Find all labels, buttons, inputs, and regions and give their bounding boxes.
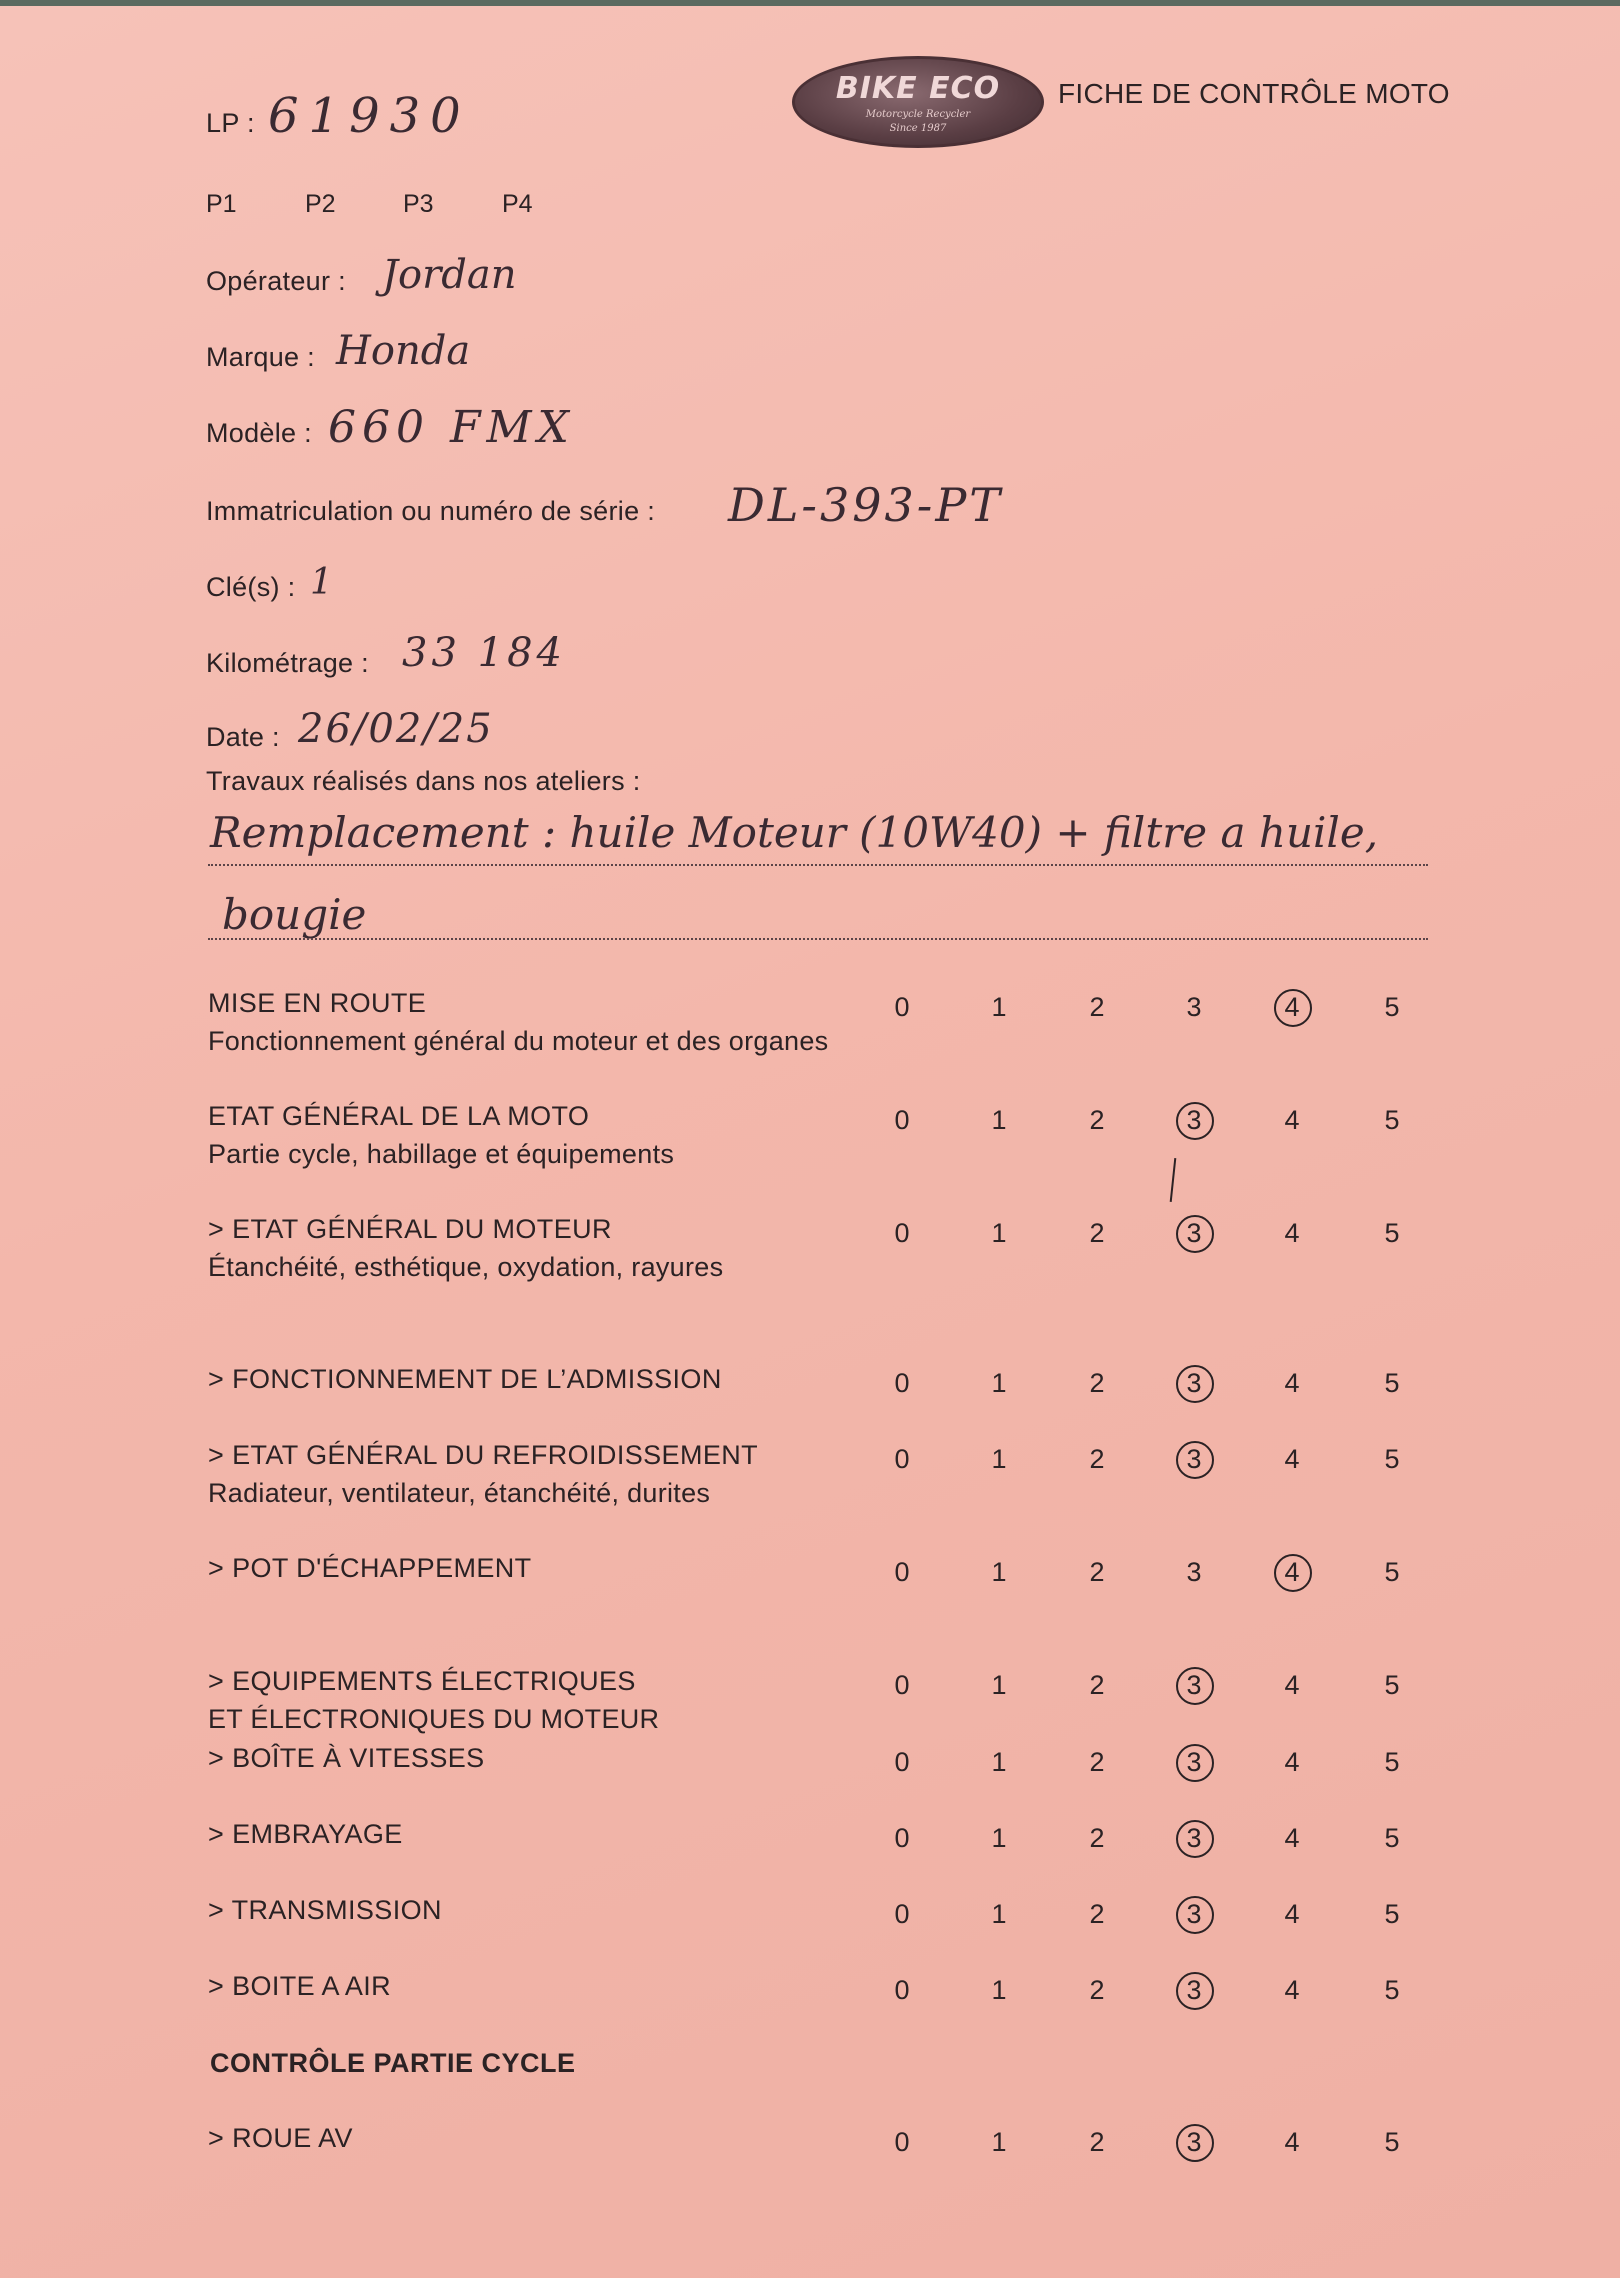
kilometrage-label: Kilométrage : (206, 648, 369, 678)
check-subtitle: Fonctionnement général du moteur et des organes (208, 1026, 829, 1056)
score-option-0[interactable]: 0 (894, 1670, 910, 1700)
score-option-2[interactable]: 2 (1089, 1368, 1105, 1398)
check-title: > TRANSMISSION (208, 1895, 442, 1925)
check-subtitle: Étanchéité, esthétique, oxydation, rayures (208, 1252, 724, 1282)
score-option-2[interactable]: 2 (1089, 1557, 1105, 1587)
score-option-5[interactable]: 5 (1384, 1975, 1400, 2005)
immatriculation-label: Immatriculation ou numéro de série : (206, 496, 655, 526)
position-p2: P2 (305, 190, 336, 218)
travaux-dotted-line-1 (208, 864, 1428, 866)
score-option-5[interactable]: 5 (1384, 1368, 1400, 1398)
score-option-5[interactable]: 5 (1384, 1670, 1400, 1700)
score-option-4[interactable]: 4 (1284, 1218, 1300, 1248)
score-option-5[interactable]: 5 (1384, 1899, 1400, 1929)
score-option-5[interactable]: 5 (1384, 1444, 1400, 1474)
score-option-3[interactable]: 3 (1172, 1440, 1216, 1478)
score-option-2[interactable]: 2 (1089, 1218, 1105, 1248)
logo-brand: BIKE ECO (835, 71, 1001, 106)
immatriculation-value: DL-393-PT (728, 478, 1003, 532)
score-option-0[interactable]: 0 (894, 1975, 910, 2005)
modele-label: Modèle : (206, 418, 312, 448)
score-option-4[interactable]: 4 (1270, 988, 1314, 1026)
cles-label: Clé(s) : (206, 572, 296, 602)
score-option-1[interactable]: 1 (991, 1899, 1007, 1929)
score-option-3[interactable]: 3 (1186, 992, 1202, 1022)
score-option-2[interactable]: 2 (1089, 1444, 1105, 1474)
score-option-2[interactable]: 2 (1089, 1899, 1105, 1929)
top-shadow (0, 0, 1620, 6)
score-option-0[interactable]: 0 (894, 1823, 910, 1853)
score-option-3[interactable]: 3 (1172, 1364, 1216, 1402)
score-option-3[interactable]: 3 (1172, 1666, 1216, 1704)
logo-tagline: Motorcycle Recycler (865, 109, 971, 120)
check-title: > BOITE A AIR (208, 1971, 392, 2001)
check-title: > BOÎTE À VITESSES (208, 1743, 485, 1773)
score-option-0[interactable]: 0 (894, 1444, 910, 1474)
score-option-5[interactable]: 5 (1384, 1823, 1400, 1853)
check-title: > POT D'ÉCHAPPEMENT (208, 1553, 532, 1583)
score-option-4[interactable]: 4 (1284, 1368, 1300, 1398)
score-option-2[interactable]: 2 (1089, 992, 1105, 1022)
score-option-4[interactable]: 4 (1284, 1105, 1300, 1135)
score-option-1[interactable]: 1 (991, 1368, 1007, 1398)
score-option-0[interactable]: 0 (894, 1368, 910, 1398)
score-option-3[interactable]: 3 (1172, 2123, 1216, 2161)
score-option-3[interactable]: 3 (1172, 1743, 1216, 1781)
check-title: > EQUIPEMENTS ÉLECTRIQUES (208, 1666, 636, 1696)
score-option-0[interactable]: 0 (894, 1747, 910, 1777)
cles-value: 1 (310, 562, 333, 603)
score-option-0[interactable]: 0 (894, 1557, 910, 1587)
score-option-3[interactable]: 3 (1172, 1971, 1216, 2009)
bike-eco-logo (792, 56, 1044, 148)
score-option-1[interactable]: 1 (991, 2127, 1007, 2157)
logo-since: Since 1987 (889, 123, 947, 134)
check-title: ETAT GÉNÉRAL DE LA MOTO (208, 1101, 590, 1131)
score-option-5[interactable]: 5 (1384, 1747, 1400, 1777)
score-option-1[interactable]: 1 (991, 1975, 1007, 2005)
score-option-0[interactable]: 0 (894, 1218, 910, 1248)
score-option-4[interactable]: 4 (1284, 2127, 1300, 2157)
pen-mark (1170, 1158, 1177, 1202)
score-option-1[interactable]: 1 (991, 1670, 1007, 1700)
position-p1: P1 (206, 190, 237, 218)
operateur-value: Jordan (382, 252, 517, 298)
score-option-4[interactable]: 4 (1284, 1670, 1300, 1700)
check-title: > ETAT GÉNÉRAL DU REFROIDISSEMENT (208, 1440, 759, 1470)
score-option-3[interactable]: 3 (1172, 1895, 1216, 1933)
score-option-3[interactable]: 3 (1186, 1557, 1202, 1587)
score-option-5[interactable]: 5 (1384, 2127, 1400, 2157)
score-option-0[interactable]: 0 (894, 992, 910, 1022)
score-option-1[interactable]: 1 (991, 992, 1007, 1022)
score-option-2[interactable]: 2 (1089, 2127, 1105, 2157)
form-title: FICHE DE CONTRÔLE MOTO (1058, 78, 1450, 109)
score-option-5[interactable]: 5 (1384, 1557, 1400, 1587)
date-label: Date : (206, 722, 280, 752)
check-title: > ETAT GÉNÉRAL DU MOTEUR (208, 1214, 612, 1244)
score-option-2[interactable]: 2 (1089, 1823, 1105, 1853)
score-option-5[interactable]: 5 (1384, 992, 1400, 1022)
score-option-1[interactable]: 1 (991, 1444, 1007, 1474)
score-option-4[interactable]: 4 (1284, 1975, 1300, 2005)
position-p3: P3 (403, 190, 434, 218)
score-option-2[interactable]: 2 (1089, 1105, 1105, 1135)
position-p4: P4 (502, 190, 533, 218)
score-option-2[interactable]: 2 (1089, 1670, 1105, 1700)
marque-value: Honda (336, 328, 471, 374)
score-option-3[interactable]: 3 (1172, 1819, 1216, 1857)
score-option-1[interactable]: 1 (991, 1823, 1007, 1853)
section-partie-cycle: CONTRÔLE PARTIE CYCLE (210, 2048, 576, 2078)
score-option-1[interactable]: 1 (991, 1747, 1007, 1777)
travaux-dotted-line-2 (208, 938, 1428, 940)
check-title: > EMBRAYAGE (208, 1819, 403, 1849)
score-option-4[interactable]: 4 (1284, 1747, 1300, 1777)
score-option-5[interactable]: 5 (1384, 1218, 1400, 1248)
travaux-label: Travaux réalisés dans nos ateliers : (206, 766, 641, 796)
travaux-line-2: bougie (222, 890, 367, 939)
lp-value: 61930 (268, 88, 471, 144)
check-title: > FONCTIONNEMENT DE L’ADMISSION (208, 1364, 722, 1394)
kilometrage-value: 33 184 (402, 630, 566, 676)
check-subtitle: ET ÉLECTRONIQUES DU MOTEUR (208, 1704, 660, 1734)
marque-label: Marque : (206, 342, 315, 372)
score-option-4[interactable]: 4 (1284, 1444, 1300, 1474)
date-value: 26/02/25 (298, 706, 494, 752)
score-option-0[interactable]: 0 (894, 1105, 910, 1135)
score-option-4[interactable]: 4 (1284, 1899, 1300, 1929)
check-subtitle: Radiateur, ventilateur, étanchéité, durites (208, 1478, 711, 1508)
score-option-0[interactable]: 0 (894, 1899, 910, 1929)
operateur-label: Opérateur : (206, 266, 346, 296)
score-option-5[interactable]: 5 (1384, 1105, 1400, 1135)
score-option-3[interactable]: 3 (1172, 1101, 1216, 1139)
modele-value: 660 FMX (328, 402, 575, 453)
travaux-line-1: Remplacement : huile Moteur (10W40) + filtre a huile, (210, 808, 1379, 857)
score-option-2[interactable]: 2 (1089, 1747, 1105, 1777)
lp-label: LP : (206, 108, 255, 138)
score-option-4[interactable]: 4 (1284, 1823, 1300, 1853)
score-option-1[interactable]: 1 (991, 1105, 1007, 1135)
check-title: > ROUE AV (208, 2123, 353, 2153)
score-option-0[interactable]: 0 (894, 2127, 910, 2157)
check-title: MISE EN ROUTE (208, 988, 427, 1018)
score-option-2[interactable]: 2 (1089, 1975, 1105, 2005)
score-option-1[interactable]: 1 (991, 1557, 1007, 1587)
check-subtitle: Partie cycle, habillage et équipements (208, 1139, 675, 1169)
score-option-3[interactable]: 3 (1172, 1214, 1216, 1252)
score-option-4[interactable]: 4 (1270, 1553, 1314, 1591)
score-option-1[interactable]: 1 (991, 1218, 1007, 1248)
